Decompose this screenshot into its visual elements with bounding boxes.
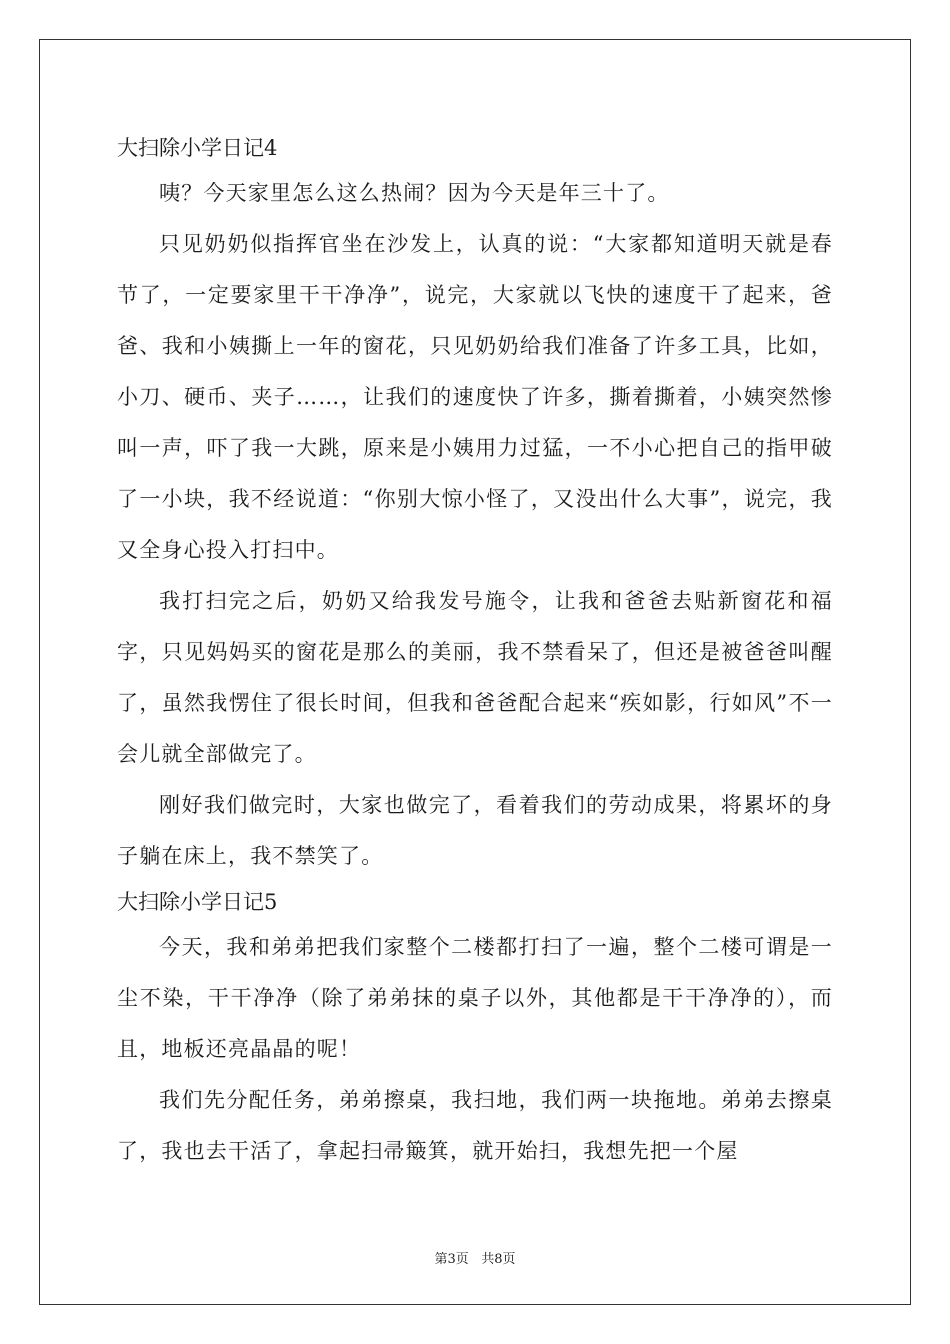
paragraph: 今天，我和弟弟把我们家整个二楼都打扫了一遍，整个二楼可谓是一尘不染，干干净净（除了弟弟抹的桌子以外，其他都是干干净净的），而且，地板还亮晶晶的呢！ — [117, 935, 833, 1061]
page-footer — [0, 1248, 950, 1267]
section-heading: 大扫除小学日记4 — [117, 136, 278, 160]
paragraph: 刚好我们做完时，大家也做完了，看着我们的劳动成果，将累坏的身子躺在床上，我不禁笑了。 — [117, 793, 833, 868]
page-number: 第3页 — [434, 1252, 469, 1267]
document-body — [117, 128, 833, 1177]
section-heading: 大扫除小学日记5 — [117, 890, 278, 914]
paragraph: 咦？今天家里怎么这么热闹？因为今天是年三十了。 — [159, 181, 670, 205]
diary-section-5 — [117, 882, 833, 1177]
page-total: 共8页 — [481, 1252, 516, 1267]
paragraph: 我们先分配任务，弟弟擦桌，我扫地，我们两一块拖地。弟弟去擦桌了，我也去干活了，拿起扫帚簸箕，就开始扫，我想先把一个屋 — [117, 1088, 833, 1163]
diary-section-4 — [117, 128, 833, 882]
paragraph: 我打扫完之后，奶奶又给我发号施令，让我和爸爸去贴新窗花和福字，只见妈妈买的窗花是那么的美丽，我不禁看呆了，但还是被爸爸叫醒了，虽然我愣住了很长时间，但我和爸爸配合起来“疾如影，行如风”不一会儿就全部做完了。 — [117, 589, 833, 766]
paragraph: 只见奶奶似指挥官坐在沙发上，认真的说：“大家都知道明天就是春节了，一定要家里干干净净”，说完，大家就以飞快的速度干了起来，爸爸、我和小姨撕上一年的窗花，只见奶奶给我们准备了许多工具，比如，小刀、硬币、夹子……，让我们的速度快了许多，撕着撕着，小姨突然惨叫一声，吓了我一大跳，原来是小姨用力过猛，一不小心把自己的指甲破了一小块，我不经说道：“你别大惊小怪了，又没出什么大事”，说完，我又全身心投入打扫中。 — [117, 232, 833, 562]
